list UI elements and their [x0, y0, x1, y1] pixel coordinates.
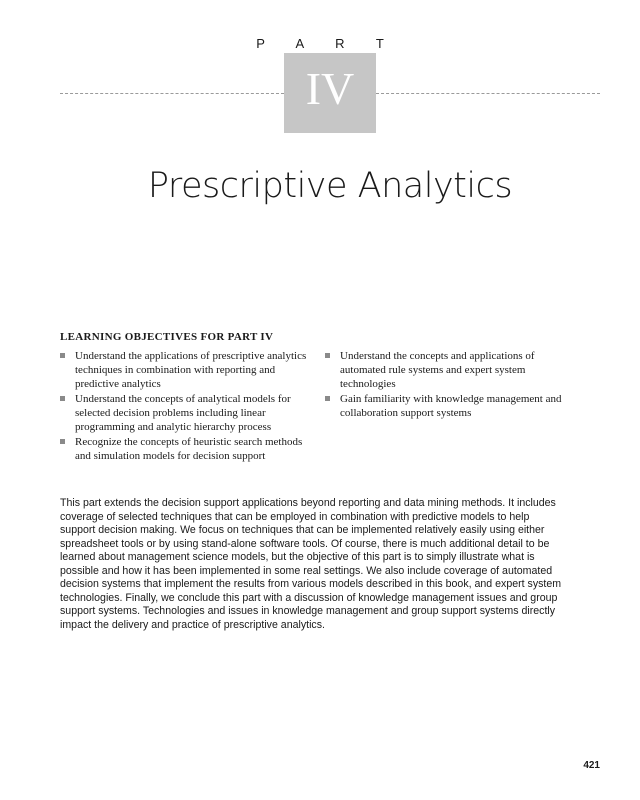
- objective-item: Understand the applications of prescriptive analytics techniques in combination with reporting and predictive analytics: [60, 349, 312, 391]
- part-numeral: IV: [305, 63, 355, 114]
- page-title: Prescriptive Analytics: [147, 166, 513, 206]
- divider-left: [60, 93, 284, 94]
- divider-right: [376, 93, 600, 94]
- part-numeral-box: [284, 53, 376, 133]
- objective-item: Recognize the concepts of heuristic search methods and simulation models for decision support: [60, 435, 312, 463]
- objectives-list-left: [60, 349, 312, 464]
- intro-paragraph: This part extends the decision support applications beyond reporting and data mining methods. It includes coverage of selected techniques that can be employed in combination with predictive models to help support decision making. We focus on techniques that can be implemented relatively easily using either spreadsheet tools or by using stand-alone software tools. Of course, there is much additional detail to be learned about management science models, but the objective of this part is to simply illustrate what is possible and how it has been implemented in some real settings. We also include coverage of automated decision systems that implement the results from various models described in this book, and expert system technologies. Finally, we conclude this part with a discussion of knowledge management issues and group support systems. Technologies and issues in knowledge management and group support systems directly impact the delivery and practice of prescriptive analytics.: [60, 497, 562, 631]
- objective-item: Understand the concepts and applications of automated rule systems and expert system technologies: [325, 349, 575, 391]
- learning-objectives-heading: LEARNING OBJECTIVES FOR PART IV: [60, 331, 274, 343]
- objective-item: Gain familiarity with knowledge management and collaboration support systems: [325, 392, 575, 420]
- page-number: 421: [583, 760, 600, 771]
- objectives-list-right: [325, 349, 575, 421]
- part-label: P A R T: [256, 36, 398, 51]
- objective-item: Understand the concepts of analytical models for selected decision problems including linear programming and analytic hierarchy process: [60, 392, 312, 434]
